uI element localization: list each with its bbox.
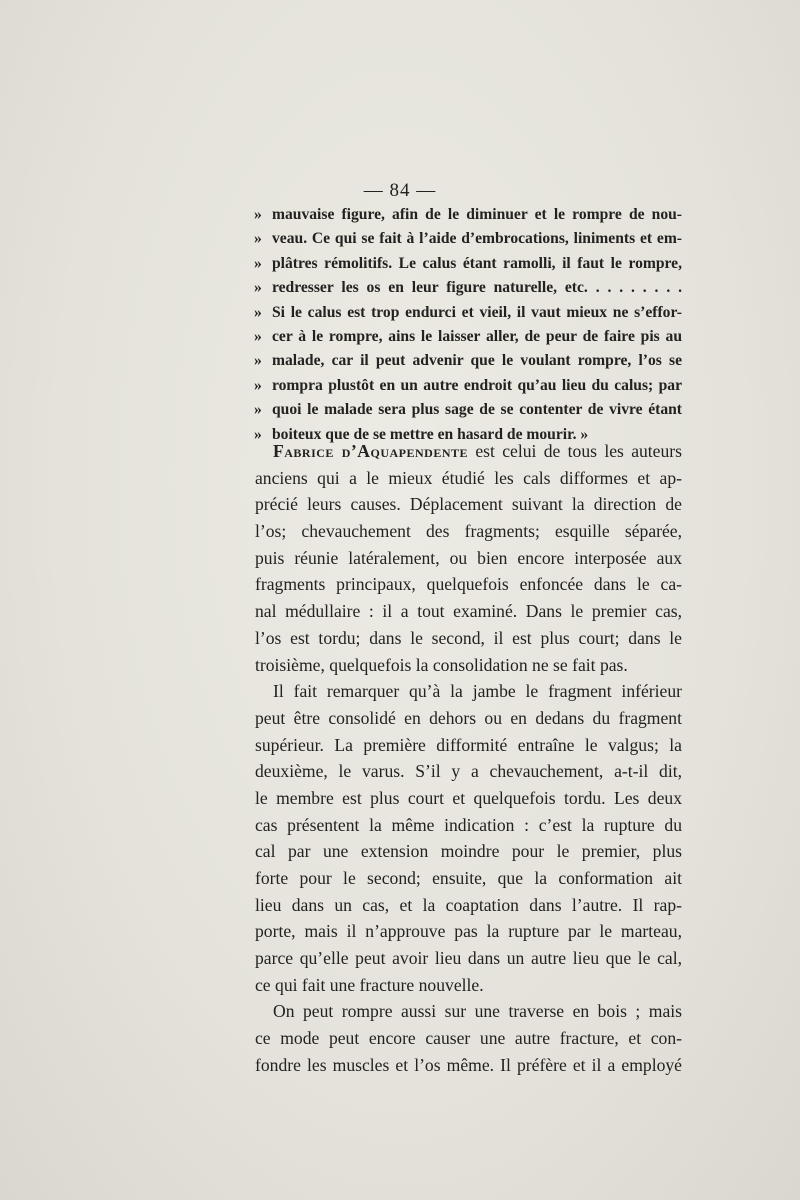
quote-text: cer à le rompre, ains le laisser aller, de peur de faire pis au xyxy=(272,327,682,345)
text-line: l’os est tordu; dans le second, il est plus court; dans le xyxy=(255,627,682,648)
text-line: Il fait remarquer qu’à la jambe le fragment inférieur xyxy=(273,681,682,702)
quote-mark: » xyxy=(254,206,262,223)
quote-line xyxy=(254,252,682,276)
quote-text: rompra plustôt en un autre endroit qu’au lieu du calus; par xyxy=(272,376,682,394)
text-line: cas présentent la même indication : c’est la rupture du xyxy=(255,814,682,835)
text-fragment: est celui de tous les auteurs xyxy=(468,441,682,461)
text-line: puis réunie latéralement, ou bien encore interposée aux xyxy=(255,547,682,568)
quote-mark: » xyxy=(254,230,262,248)
quote-text: mauvaise figure, afin de le diminuer et le rompre de nou- xyxy=(272,206,682,223)
quote-text: veau. Ce qui se fait à l’aide d’embrocations, liniments et em- xyxy=(272,230,682,248)
quote-text: quoi le malade sera plus sage de se contenter de vivre étant xyxy=(272,401,682,419)
quote-mark: » xyxy=(254,401,262,419)
text-line: fragments principaux, quelquefois enfoncée dans le ca- xyxy=(255,574,682,595)
quote-mark: » xyxy=(254,376,262,394)
text-line: nal médullaire : il a tout examiné. Dans le premier cas, xyxy=(255,601,682,622)
text-line: lieu dans un cas, et la coaptation dans l’autre. Il rap- xyxy=(255,894,682,915)
text-line: cal par une extension moindre pour le premier, plus xyxy=(255,841,682,862)
quotation-block xyxy=(254,203,682,447)
text-line: troisième, quelquefois la consolidation ne se fait pas. xyxy=(255,654,628,675)
quote-text: malade, car il peut advenir que le voulant rompre, l’os se xyxy=(272,352,682,370)
quote-line xyxy=(254,203,682,227)
text-line: forte pour le second; ensuite, que la conformation ait xyxy=(255,868,682,888)
text-line: On peut rompre aussi sur une traverse en bois ; mais xyxy=(273,1001,682,1022)
body-text xyxy=(255,438,682,1079)
text-line: l’os; chevauchement des fragments; esquille séparée, xyxy=(255,521,682,542)
paragraph-fabrice xyxy=(255,438,682,678)
text-line: porte, mais il n’approuve pas la rupture par le marteau, xyxy=(255,921,682,942)
page-number: — 84 — xyxy=(363,180,437,201)
quote-line xyxy=(254,374,682,398)
text-line: deuxième, le varus. S’il y a chevauchement, a-t-il dit, xyxy=(255,761,682,782)
text-line: supérieur. La première difformité entraîne le valgus; la xyxy=(255,734,682,755)
text-line: peut être consolidé en dehors ou en dedans du fragment xyxy=(255,707,682,728)
text-line: ce mode peut encore causer une autre fracture, et con- xyxy=(255,1028,682,1049)
quote-text: redresser les os en leur figure naturelle, etc. . . . . . . . . xyxy=(272,279,682,297)
text-line xyxy=(255,438,682,465)
quote-line xyxy=(254,301,682,325)
text-line: ce qui fait une fracture nouvelle. xyxy=(255,974,484,995)
quote-line xyxy=(254,349,682,373)
text-line: fondre les muscles et l’os même. Il préfère et il a employé xyxy=(255,1054,682,1075)
quote-text: plâtres rémolitifs. Le calus étant ramolli, il faut le rompre, xyxy=(272,254,682,272)
paragraph-traverse xyxy=(255,998,682,1078)
quote-mark: » xyxy=(254,352,262,370)
quote-line xyxy=(254,276,682,300)
quote-mark: » xyxy=(254,303,262,321)
text-line: précié leurs causes. Déplacement suivant la direction de xyxy=(255,494,682,515)
text-line: anciens qui a le mieux étudié les cals difformes et ap- xyxy=(255,467,682,488)
paragraph-jambe xyxy=(255,678,682,998)
quote-mark: » xyxy=(254,327,262,345)
text-line: le membre est plus court et quelquefois tordu. Les deux xyxy=(255,787,682,808)
quote-line xyxy=(254,398,682,422)
quote-line xyxy=(254,325,682,349)
quote-mark: » xyxy=(254,254,262,272)
quote-mark: » xyxy=(254,425,262,443)
author-name: Fabrice d’Aquapendente xyxy=(273,441,468,461)
quote-mark: » xyxy=(254,279,262,297)
text-line: parce qu’elle peut avoir lieu dans un autre lieu que le cal, xyxy=(255,948,682,969)
quote-line xyxy=(254,227,682,251)
quote-text: Si le calus est trop endurci et vieil, il vaut mieux ne s’effor- xyxy=(272,303,682,321)
quote-text: boiteux que de se mettre en hasard de mourir. » xyxy=(272,425,589,443)
